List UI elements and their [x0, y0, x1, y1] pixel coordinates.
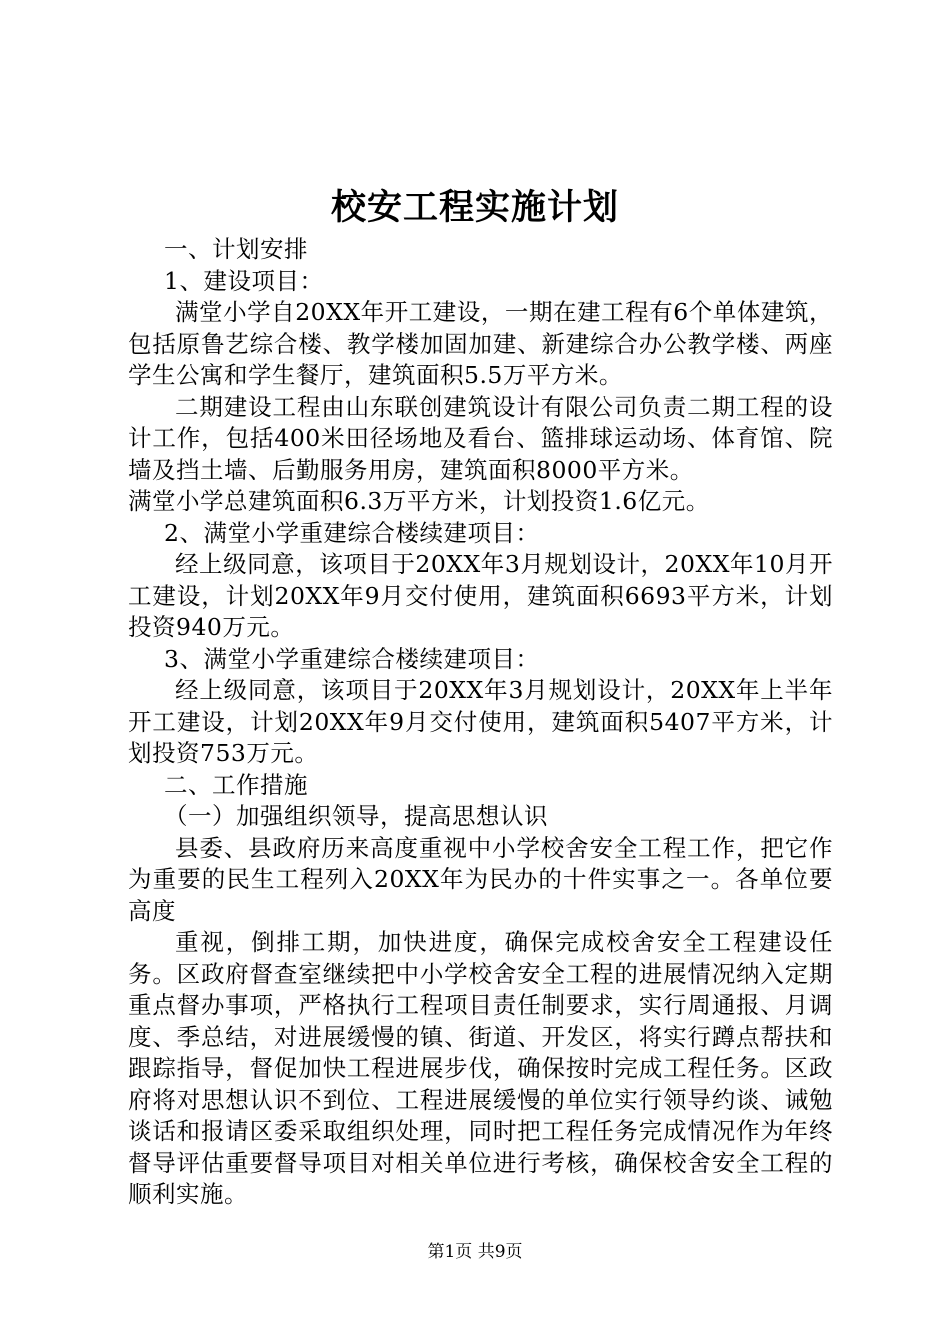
- subheading-project-two: 2、满堂小学重建综合楼续建项目：: [164, 518, 540, 547]
- paragraph-total-area: 满堂小学总建筑面积6.3万平方米，计划投资1.6亿元。: [128, 487, 710, 515]
- subheading-leadership: （一）加强组织领导，提高思想认识: [164, 802, 548, 830]
- page-number-footer: 第1页 共9页: [427, 1242, 523, 1262]
- paragraph-project-three: 经上级同意，该项目于20XX年3月规划设计，20XX年上半年开工建设，计划20XX年9月交付使用，建筑面积5407平方米，计划投资753万元。: [128, 676, 833, 767]
- section-heading-plan: 一、计划安排: [164, 235, 308, 263]
- document-body: [128, 234, 833, 1211]
- paragraph-phase-one: 满堂小学自20XX年开工建设，一期在建工程有6个单体建筑，包括原鲁艺综合楼、教学楼加固加建、新建综合办公教学楼、两座学生公寓和学生餐厅，建筑面积5.5万平方米。: [128, 298, 833, 389]
- document-title: 校安工程实施计划: [330, 187, 619, 228]
- paragraph-leadership-details: 重视，倒排工期，加快进度，确保完成校舍安全工程建设任务。区政府督查室继续把中小学校舍安全工程的进展情况纳入定期重点督办事项，严格执行工程项目责任制要求，实行周通报、月调度、季总结，对进展缓慢的镇、街道、开发区，将实行蹲点帮扶和跟踪指导，督促加快工程进展步伐，确保按时完成工程任务。区政府将对思想认识不到位、工程进展缓慢的单位实行领导约谈、诫勉谈话和报请区委采取组织处理，同时把工程任务完成情况作为年终督导评估重要督导项目对相关单位进行考核，确保校舍安全工程的顺利实施。: [128, 928, 833, 1208]
- subheading-project-three: 3、满堂小学重建综合楼续建项目：: [164, 644, 540, 673]
- paragraph-phase-two: 二期建设工程由山东联创建筑设计有限公司负责二期工程的设计工作，包括400米田径场地及看台、篮排球运动场、体育馆、院墙及挡土墙、后勤服务用房，建筑面积8000平方米。: [128, 392, 833, 484]
- paragraph-project-two: 经上级同意，该项目于20XX年3月规划设计，20XX年10月开工建设，计划20XX年9月交付使用，建筑面积6693平方米，计划投资940万元。: [128, 550, 833, 641]
- subheading-construction-projects: 1、建设项目：: [164, 266, 324, 295]
- section-heading-measures: 二、工作措施: [164, 770, 308, 799]
- paragraph-leadership-intro: 县委、县政府历来高度重视中小学校舍安全工程工作，把它作为重要的民生工程列入20XX年为民办的十件实事之一。各单位要高度: [128, 833, 833, 925]
